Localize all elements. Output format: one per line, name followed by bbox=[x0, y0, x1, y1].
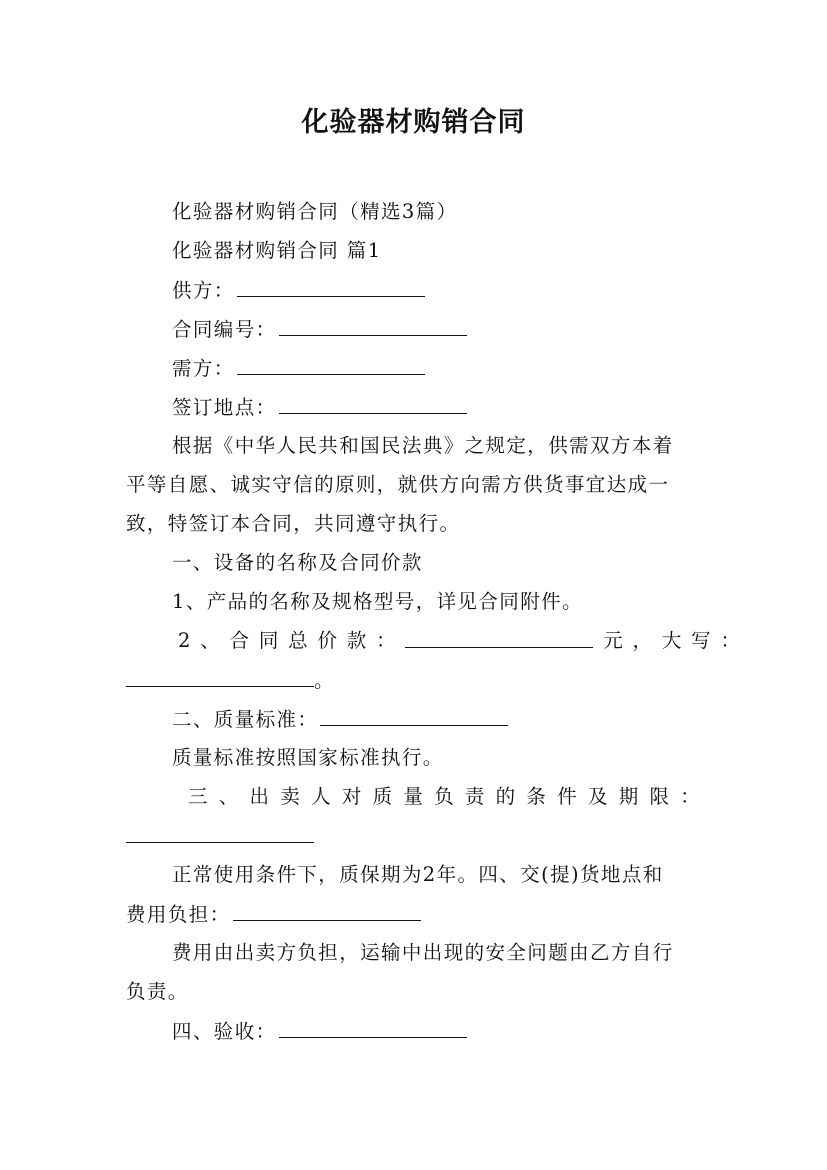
sign-place-blank bbox=[279, 395, 467, 414]
sec3-char: 限 bbox=[649, 785, 669, 808]
sec3-char: 件 bbox=[557, 785, 577, 808]
item2-char: 合 bbox=[229, 629, 250, 652]
sign-place-line bbox=[126, 395, 746, 420]
item2-char: ： bbox=[376, 629, 396, 652]
item2-char: 元 bbox=[603, 629, 623, 652]
cost-burden-blank bbox=[233, 902, 421, 921]
item2-char: ： bbox=[720, 629, 740, 652]
amount-in-words-blank bbox=[126, 668, 314, 687]
part-heading: 化验器材购销合同 篇1 bbox=[172, 239, 382, 262]
sign-place-label: 签订地点： bbox=[172, 396, 277, 419]
section-2-label: 二、质量标准： bbox=[172, 708, 319, 731]
sec3-char: 出 bbox=[249, 785, 270, 808]
intro-line-1: 根据《中华人民共和国民法典》之规定，供需双方本着 bbox=[172, 434, 674, 457]
item2-char: 同 bbox=[258, 629, 279, 652]
acceptance-blank bbox=[279, 1019, 467, 1038]
sec3-char: 及 bbox=[587, 785, 608, 808]
seller-liability-blank-line bbox=[126, 824, 700, 849]
total-price-blank bbox=[405, 629, 593, 648]
section-4-label: 四、验收： bbox=[172, 1020, 277, 1043]
seller-liability-blank bbox=[126, 824, 314, 843]
item2-char: 总 bbox=[288, 629, 308, 652]
intro-line-3: 致，特签订本合同，共同遵守执行。 bbox=[126, 512, 461, 535]
warranty-line-2 bbox=[126, 902, 700, 927]
supplier-line bbox=[126, 278, 746, 303]
sec3-char: 期 bbox=[618, 785, 639, 808]
warranty-line-1: 正常使用条件下，质保期为2年。四、交(提)货地点和 bbox=[172, 863, 664, 886]
sec3-char: 卖 bbox=[280, 785, 300, 808]
sec3-char: 对 bbox=[341, 785, 362, 808]
item2-char: 写 bbox=[691, 629, 711, 652]
buyer-label: 需方： bbox=[172, 357, 235, 380]
section-4-line bbox=[126, 1019, 746, 1044]
document-title: 化验器材购销合同 bbox=[301, 107, 526, 138]
section-1-item-1: 1、产品的名称及规格型号，详见合同附件。 bbox=[172, 590, 583, 613]
supplier-label: 供方： bbox=[172, 279, 235, 302]
sec3-char: ： bbox=[680, 785, 700, 808]
item2-char: ， bbox=[632, 629, 653, 652]
cost-line-2: 负责。 bbox=[126, 980, 189, 1003]
sec3-char: 的 bbox=[495, 785, 516, 808]
sec3-char: 责 bbox=[464, 785, 485, 808]
section-2-line bbox=[126, 707, 746, 732]
buyer-blank bbox=[237, 356, 425, 375]
amount-end-mark: 。 bbox=[314, 669, 335, 692]
item2-char: 价 bbox=[317, 629, 337, 652]
cost-burden-label: 费用负担： bbox=[126, 903, 231, 926]
cost-line-1: 费用由出卖方负担，运输中出现的安全问题由乙方自行 bbox=[172, 941, 674, 964]
sec3-char: 条 bbox=[526, 785, 546, 808]
supplier-blank bbox=[237, 278, 425, 297]
section-2-text: 质量标准按照国家标准执行。 bbox=[172, 746, 444, 769]
contract-number-line bbox=[126, 317, 746, 342]
sec3-char: 人 bbox=[311, 785, 331, 808]
section-1-item-2 bbox=[126, 629, 740, 653]
contract-number-label: 合同编号： bbox=[172, 318, 277, 341]
section-3-heading bbox=[126, 785, 700, 809]
buyer-line bbox=[126, 356, 746, 381]
contract-number-blank bbox=[279, 317, 467, 336]
sec3-char: 量 bbox=[403, 785, 423, 808]
sec3-char: 三 bbox=[188, 785, 208, 808]
subtitle-line: 化验器材购销合同（精选3篇） bbox=[172, 200, 458, 223]
sec3-char: 负 bbox=[434, 785, 454, 808]
item2-char: 大 bbox=[661, 629, 682, 652]
intro-line-2: 平等自愿、诚实守信的原则，就供方向需方供货事宜达成一 bbox=[126, 473, 670, 496]
sec3-char: 、 bbox=[218, 785, 239, 808]
section-1-heading: 一、设备的名称及合同价款 bbox=[172, 551, 423, 574]
quality-standard-blank bbox=[320, 707, 508, 726]
item2-char: 款 bbox=[346, 629, 367, 652]
item2-char: 、 bbox=[200, 629, 220, 652]
item2-char: 2 bbox=[178, 629, 191, 652]
sec3-char: 质 bbox=[372, 785, 393, 808]
amount-in-words-line bbox=[126, 668, 700, 693]
